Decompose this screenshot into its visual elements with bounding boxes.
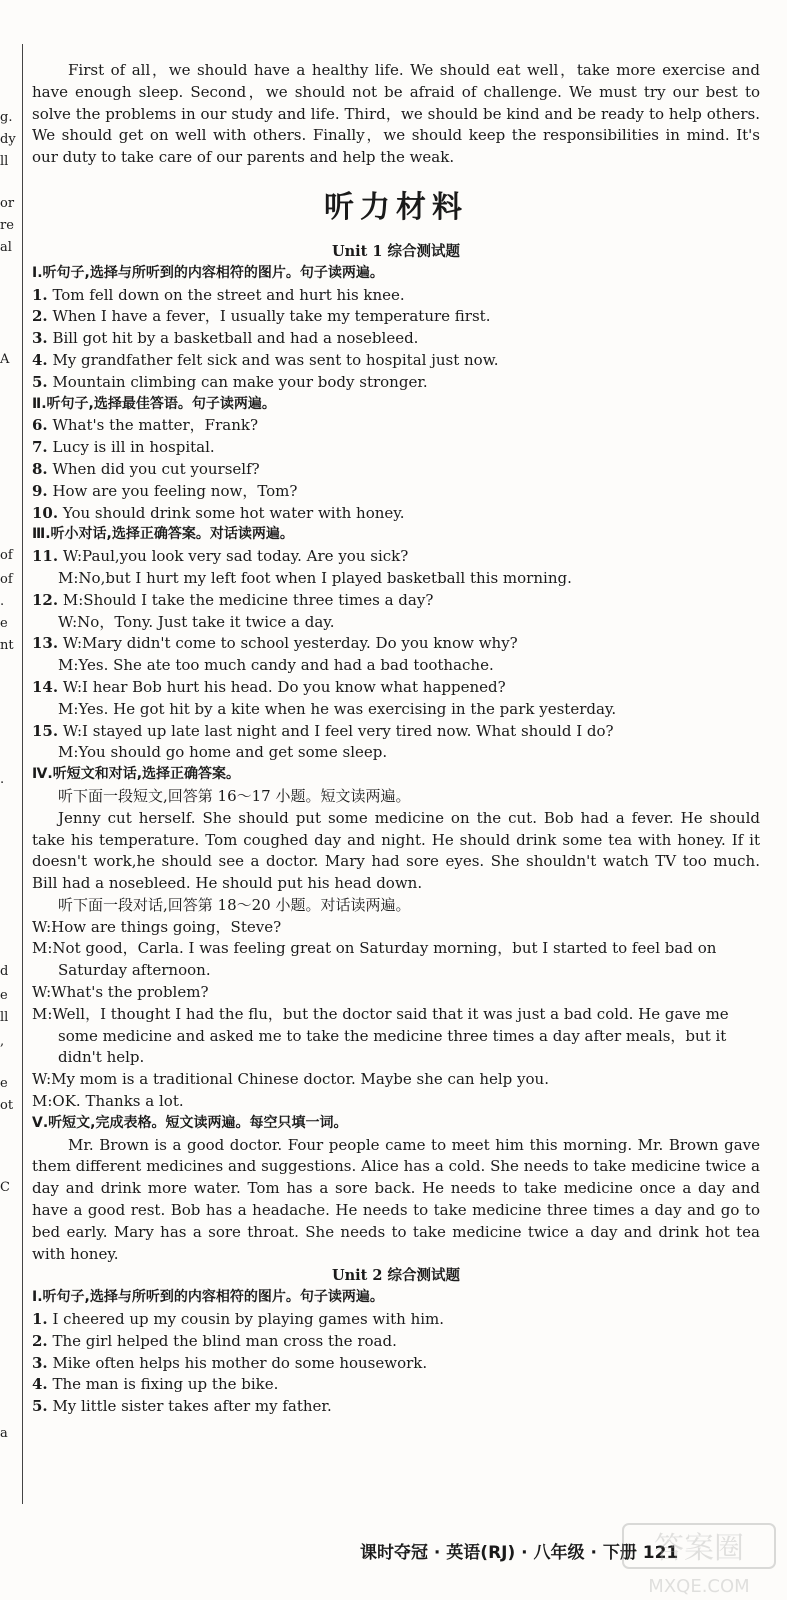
item-number: 5. — [32, 372, 48, 391]
dialog-response: W:No，Tony. Just take it twice a day. — [58, 612, 335, 631]
margin-fragment: e — [0, 988, 8, 1003]
left-margin-fragments — [0, 0, 24, 1520]
margin-fragment: C — [0, 1180, 10, 1195]
item-number: 2. — [32, 307, 48, 326]
item-text: When did you cut yourself? — [47, 459, 260, 478]
unit1-section-3-heading: Ⅲ.听小对话,选择正确答案。对话读两遍。 — [32, 526, 294, 543]
list-item — [32, 1353, 760, 1375]
margin-fragment: dy — [0, 132, 16, 147]
dialog-line: M:Well，I thought I had the flu，but the doctor said that it was just a bad cold. He gave me some medicine and asked me to take the medicine three times a day after meals，but it didn't help. — [32, 1004, 729, 1067]
unit1-section-2-items — [32, 415, 760, 524]
item-number: 9. — [32, 481, 48, 500]
item-text: W:I hear Bob hurt his head. Do you know what happened? — [58, 677, 506, 696]
item-number: 15. — [32, 721, 59, 740]
item-text: What's the matter，Frank? — [47, 416, 258, 435]
dialog-response: M:Yes. He got hit by a kite when he was exercising in the park yesterday. — [58, 699, 617, 718]
watermark-logo — [619, 1520, 779, 1600]
item-text: W:I stayed up late last night and I feel very tired now. What should I do? — [58, 721, 614, 740]
dialog-line: W:How are things going，Steve? — [32, 917, 282, 936]
margin-fragment: g. — [0, 110, 13, 125]
dialog-line — [32, 546, 760, 568]
list-item — [32, 437, 760, 459]
unit1-section-4-note-2: 听下面一段对话,回答第 18～20 小题。对话读两遍。 — [58, 895, 411, 914]
item-number: 6. — [32, 416, 48, 435]
unit1-section-5-passage: Mr. Brown is a good doctor. Four people came to meet him this morning. Mr. Brown gave them different medicines and suggestions. Alice has a cold. She needs to take medicine twice a day and drink more water. Tom has a sore back. He needs to take medicine once a day and have a good rest. Bob has a headache. He needs to take medicine three times a day and go to bed early. Mary has a sore throat. She needs to take medicine twice a day and drink hot tea with honey. — [32, 1135, 760, 1263]
item-text: The man is fixing up the bike. — [47, 1375, 279, 1394]
margin-fragment: e — [0, 1076, 8, 1091]
unit1-section-1-items — [32, 285, 760, 394]
margin-fragment: of — [0, 572, 13, 587]
unit1-heading: Unit 1 综合测试题 — [331, 242, 461, 260]
item-number: 14. — [32, 677, 59, 696]
margin-fragment: d — [0, 964, 9, 979]
item-text: My grandfather felt sick and was sent to hospital just now. — [47, 350, 499, 369]
margin-fragment: ot — [0, 1098, 14, 1113]
list-item — [32, 372, 760, 394]
dialog-line — [32, 633, 760, 655]
unit1-section-4-heading: Ⅳ.听短文和对话,选择正确答案。 — [32, 766, 241, 783]
list-item — [32, 415, 760, 437]
margin-fragment: ll — [0, 154, 9, 169]
unit1-section-4-dialog — [32, 917, 760, 1113]
unit1-section-1-heading: Ⅰ.听句子,选择与所听到的内容相符的图片。句子读两遍。 — [32, 264, 384, 281]
item-number: 11. — [32, 547, 59, 566]
item-number: 4. — [32, 1375, 48, 1394]
dialog-response: M:Yes. She ate too much candy and had a bad toothache. — [58, 656, 494, 675]
list-item — [32, 459, 760, 481]
item-number: 8. — [32, 459, 48, 478]
item-text: How are you feeling now，Tom? — [47, 481, 298, 500]
margin-rule — [22, 44, 23, 1504]
item-text: You should drink some hot water with honey. — [58, 503, 405, 522]
list-item — [32, 481, 760, 503]
margin-fragment: re — [0, 218, 14, 233]
margin-fragment: , — [0, 1034, 5, 1049]
list-item — [32, 328, 760, 350]
unit1-section-3-dialogs — [32, 546, 760, 764]
list-item — [32, 1396, 760, 1418]
margin-fragment: nt — [0, 638, 14, 653]
dialog-line: W:My mom is a traditional Chinese doctor. Maybe she can help you. — [32, 1070, 549, 1089]
item-number: 1. — [32, 1310, 48, 1329]
item-number: 2. — [32, 1331, 48, 1350]
item-text: Mountain climbing can make your body stronger. — [47, 372, 428, 391]
item-text: I cheered up my cousin by playing games with him. — [47, 1310, 445, 1329]
dialog-line: W:What's the problem? — [32, 983, 209, 1002]
item-number: 13. — [32, 634, 59, 653]
item-text: W:Mary didn't come to school yesterday. Do you know why? — [58, 634, 518, 653]
page-content — [32, 60, 760, 1418]
item-number: 3. — [32, 329, 48, 348]
margin-fragment: of — [0, 548, 13, 563]
margin-fragment: A — [0, 352, 10, 367]
margin-fragment: ll — [0, 1010, 9, 1025]
item-text: M:Should I take the medicine three times a day? — [58, 590, 434, 609]
dialog-line — [32, 677, 760, 699]
margin-fragment: e — [0, 616, 8, 631]
item-number: 4. — [32, 350, 48, 369]
item-text: Mike often helps his mother do some housework. — [47, 1353, 428, 1372]
item-number: 10. — [32, 503, 59, 522]
dialog-line: M:OK. Thanks a lot. — [32, 1092, 184, 1111]
page-title: 听力材料 — [324, 189, 468, 225]
list-item — [32, 503, 760, 525]
list-item — [32, 1331, 760, 1353]
page-footer: 课时夺冠 · 英语(RJ) · 八年级 · 下册 121 — [360, 1543, 679, 1563]
unit1-section-2-heading: Ⅱ.听句子,选择最佳答语。句子读两遍。 — [32, 395, 276, 412]
dialog-response: M:No,but I hurt my left foot when I played basketball this morning. — [58, 568, 572, 587]
item-number: 12. — [32, 590, 59, 609]
unit1-section-5-heading: Ⅴ.听短文,完成表格。短文读两遍。每空只填一词。 — [32, 1114, 348, 1131]
dialog-line: M:Not good，Carla. I was feeling great on Saturday morning，but I started to feel bad on Saturday afternoon. — [32, 939, 717, 980]
dialog-line — [32, 721, 760, 743]
item-number: 7. — [32, 438, 48, 457]
list-item — [32, 306, 760, 328]
item-text: When I have a fever，I usually take my temperature first. — [47, 307, 491, 326]
item-text: Bill got hit by a basketball and had a nosebleed. — [47, 329, 419, 348]
item-text: Tom fell down on the street and hurt his knee. — [47, 285, 405, 304]
list-item — [32, 1374, 760, 1396]
unit2-section-1-heading: Ⅰ.听句子,选择与所听到的内容相符的图片。句子读两遍。 — [32, 1289, 384, 1306]
list-item — [32, 1309, 760, 1331]
margin-fragment: a — [0, 1426, 8, 1441]
item-text: Lucy is ill in hospital. — [47, 438, 215, 457]
item-text: My little sister takes after my father. — [47, 1397, 332, 1416]
item-text: The girl helped the blind man cross the road. — [47, 1331, 397, 1350]
dialog-line — [32, 590, 760, 612]
svg-text:MXQE.COM: MXQE.COM — [648, 1576, 750, 1597]
item-text: W:Paul,you look very sad today. Are you sick? — [58, 547, 409, 566]
item-number: 1. — [32, 285, 48, 304]
margin-fragment: al — [0, 240, 12, 255]
unit1-section-4-note-1: 听下面一段短文,回答第 16～17 小题。短文读两遍。 — [58, 786, 411, 805]
svg-text:答案圈: 答案圈 — [654, 1531, 744, 1566]
unit2-heading: Unit 2 综合测试题 — [331, 1267, 461, 1285]
unit2-section-1-items — [32, 1309, 760, 1418]
list-item — [32, 350, 760, 372]
dialog-response: M:You should go home and get some sleep. — [58, 743, 388, 762]
margin-fragment: . — [0, 594, 5, 609]
margin-fragment: . — [0, 772, 5, 787]
item-number: 3. — [32, 1353, 48, 1372]
intro-paragraph: First of all，we should have a healthy life. We should eat well，take more exercise and have enough sleep. Second，we should not be afraid of challenge. We must try our best to solve the problems in our study and life. Third，we should be kind and be ready to help others. We should get on well with others. Finally，we should keep the responsibilities in mind. It's our duty to take care of our parents and help the weak. — [32, 61, 760, 167]
list-item — [32, 285, 760, 307]
unit1-section-4-passage: Jenny cut herself. She should put some medicine on the cut. Bob had a fever. He should take his temperature. Tom coughed day and night. He should drink some tea with honey. If it doesn't work,he should see a doctor. Mary had sore eyes. She shouldn't watch TV too much. Bill had a nosebleed. He should put his head down. — [32, 808, 760, 893]
item-number: 5. — [32, 1397, 48, 1416]
margin-fragment: or — [0, 196, 15, 211]
